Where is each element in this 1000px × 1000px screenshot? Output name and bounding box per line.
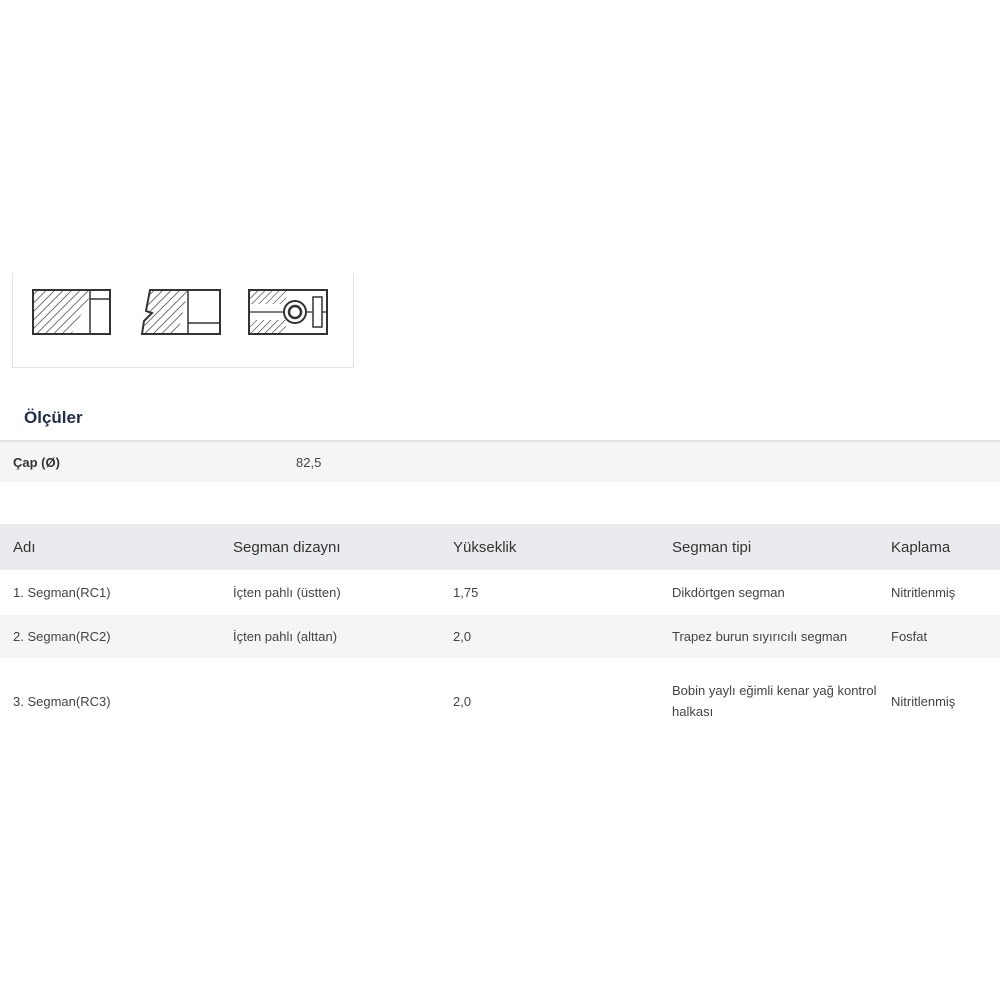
header-coating: Kaplama [878,524,1000,570]
cell-type: Dikdörtgen segman [659,570,878,615]
cell-coating: Fosfat [878,615,1000,658]
ring-diagrams-panel [12,273,354,368]
cell-type: Bobin yaylı eğimli kenar yağ kontrol halkası [659,658,878,744]
segments-table [0,524,1000,744]
header-type: Segman tipi [659,524,878,570]
cell-height: 1,75 [440,570,659,615]
rectangular-ring-icon [32,287,112,337]
cell-coating: Nitritlenmiş [878,570,1000,615]
cell-design [220,658,440,744]
header-height: Yükseklik [440,524,659,570]
dimension-label: Çap (Ø) [13,455,60,470]
header-name: Adı [0,524,220,570]
dimensions-title: Ölçüler [24,408,83,427]
table-row [0,615,1000,658]
table-row [0,658,1000,744]
table-header-row [0,524,1000,570]
table-row [0,570,1000,615]
cell-height: 2,0 [440,615,659,658]
oil-control-ring-icon [247,287,331,337]
cell-name: 3. Segman(RC3) [0,658,220,744]
cell-design: İçten pahlı (üstten) [220,570,440,615]
cell-coating: Nitritlenmiş [878,658,1000,744]
cell-name: 2. Segman(RC2) [0,615,220,658]
cell-design: İçten pahlı (alttan) [220,615,440,658]
trapezoid-ring-icon [140,287,222,337]
cell-type: Trapez burun sıyırıcılı segman [659,615,878,658]
cell-height: 2,0 [440,658,659,744]
dimension-row-diameter [0,440,1000,482]
header-design: Segman dizaynı [220,524,440,570]
cell-name: 1. Segman(RC1) [0,570,220,615]
dimension-value: 82,5 [296,455,322,470]
